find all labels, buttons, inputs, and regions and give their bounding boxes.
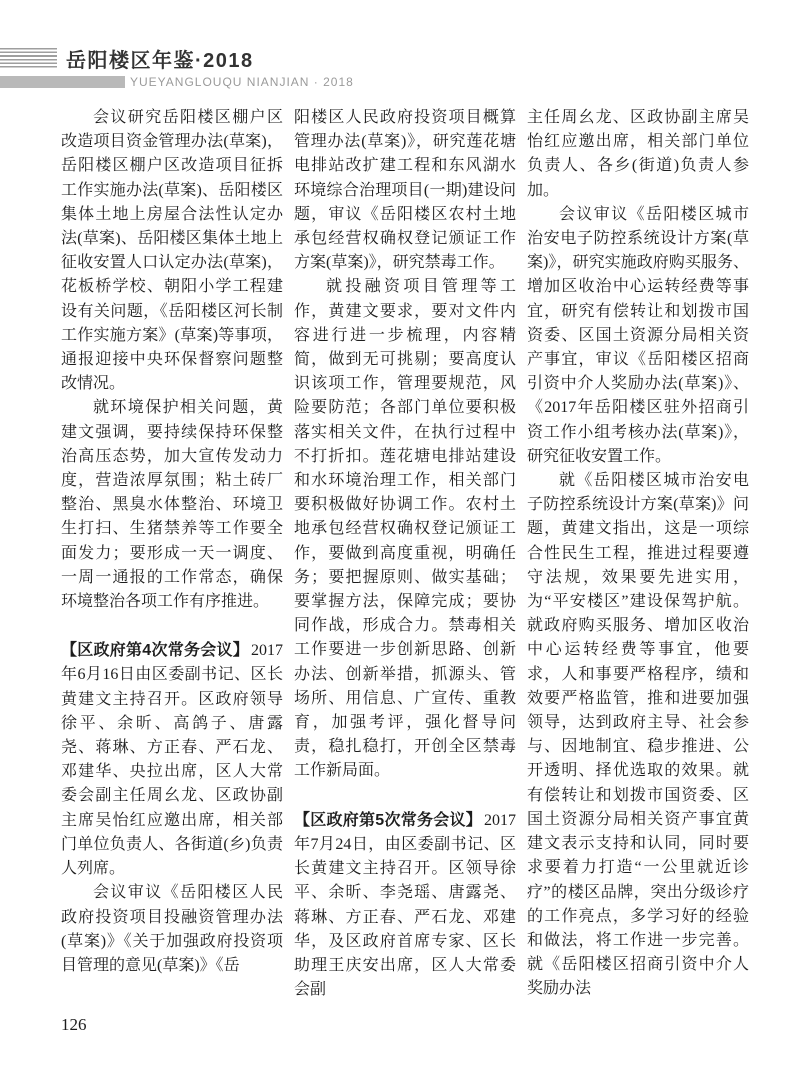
entry-4th-executive-meeting xyxy=(61,639,283,881)
paragraph-agenda-review: 会议审议《岳阳楼区城市治安电子防控系统设计方案(草案)》，研究实施政府购买服务、增加区收治中心运转经费等事宜，研究有偿转让和划拨市国资委、区国土资源分局相关资产事宜，审议《岳阳楼区招商引资中介人奖励办法(草案)》、《2017年岳阳楼区驻外招商引资工作小组考核办法(草案)》，研究征收安置工作。 xyxy=(527,205,749,465)
paragraph-attendees-continued: 主任周幺龙、区政协副主席吴怡红应邀出席，相关部门单位负责人、各乡(街道)负责人参加。 xyxy=(527,109,749,199)
page-footer xyxy=(61,1015,87,1035)
page-subtitle: YUEYANGLOUQU NIANJIAN · 2018 xyxy=(130,75,354,89)
header-title-row xyxy=(0,44,793,72)
paragraph-meeting-review-start: 会议审议《岳阳楼区人民政府投资项目投融资管理办法(草案)》《关于加强政府投资项目管理的意见(草案)》《岳 xyxy=(61,884,283,974)
page-header xyxy=(0,0,793,89)
entry-4th-text: 2017年6月16日由区委副书记、区长黄建文主持召开。区政府领导徐平、余昕、高鸽子、唐露尧、蒋琳、方正春、严石龙、邓建华、央拉出席，区人大常委会副主任周幺龙、区政协副主席吴怡红应邀出席，相关部门单位负责人、各街道(乡)负责人列席。 xyxy=(61,642,283,878)
entry-5th-text: 2017年7月24日，由区委副书记、区长黄建文主持召开。区领导徐平、余昕、李尧瑶、唐露尧、蒋琳、方正春、严石龙、邓建华，及区政府首席专家、区长助理王庆安出席，区人大常委会副 xyxy=(294,811,516,999)
paragraph-meeting-research: 会议研究岳阳楼区棚户区改造项目资金管理办法(草案)，岳阳楼区棚户区改造项目征拆工作实施办法(草案)、岳阳楼区集体土地上房屋合法性认定办法(草案)、岳阳楼区集体土地上征收安置人口认定办法(草案)，花板桥学校、朝阳小学工程建设有关问题，《岳阳楼区河长制工作实施方案》(草案)等事项，通报迎接中央环保督察问题整改情况。 xyxy=(61,109,283,393)
page-title: 岳阳楼区年鉴·2018 xyxy=(66,49,254,72)
header-subtitle-row xyxy=(0,75,793,89)
paragraph-investment-remarks: 就投融资项目管理等工作，黄建文要求，要对文件内容进行进一步梳理，内容精简，做到无可挑剔；要高度认识该项工作，管理要规范，风险要防范；各部门单位要积极落实相关文件，在执行过程中不打折扣。莲花塘电排站建设和水环境治理工作，相关部门要积极做好协调工作。农村土地承包经营权确权登记颁证工作，要做到高度重视，明确任务；要把握原则、做实基础；要掌握方法，保障完成；要协同作战，形成合力。禁毒相关工作要进一步创新思路、创新办法、创新举措，抓源头、管场所、用信息、广宣传、重教育，加强考评，强化督导问责，稳扎稳打，开创全区禁毒工作新局面。 xyxy=(294,278,516,780)
paragraph-environment-remarks: 就环境保护相关问题，黄建文强调，要持续保持环保整治高压态势，加大宣传发动力度，营造浓厚氛围；粘土砖厂整治、黑臭水体整治、环境卫生打扫、生猪禁养等工作要全面发力；要形成一天一调度、一周一通报的工作常态，确保环境整治各项工作有序推进。 xyxy=(61,399,283,611)
article-body xyxy=(61,106,749,1002)
paragraph-meeting-review-continued: 阳楼区人民政府投资项目概算管理办法(草案)》，研究莲花塘电排站改扩建工程和东风湖水环境综合治理项目(一期)建设问题，审议《岳阳楼区农村土地承包经营权确权登记颁证工作方案(草案)》，研究禁毒工作。 xyxy=(294,109,516,272)
header-stripes-ornament xyxy=(0,48,57,69)
text-column-1 xyxy=(61,106,283,1002)
entry-5th-heading: 【区政府第5次常务会议】 xyxy=(294,811,482,829)
paragraph-security-system-remarks: 就《岳阳楼区城市治安电子防控系统设计方案(草案)》问题，黄建文指出，这是一项综合性民生工程，推进过程要遵守法规，效果要先进实用，为“平安楼区”建设保驾护航。就政府购买服务、增加区收治中心运转经费等事宜，他要求，人和事要严格程序，绩和效要严格监管，推和进要加强领导，达到政府主导、社会参与、因地制宜、稳步推进、公开透明、择优选取的效果。就有偿转让和划拨市国资委、区国土资源分局相关资产事宜黄建文表示支持和认同，同时要求要着力打造“一公里就近诊疗”的楼区品牌，突出分级诊疗的工作亮点，多学习好的经验和做法，将工作进一步完善。就《岳阳楼区招商引资中介人奖励办法 xyxy=(527,472,749,998)
header-bar-ornament xyxy=(0,76,125,88)
entry-5th-executive-meeting xyxy=(294,809,516,1003)
text-column-2 xyxy=(294,106,516,1002)
page-number: 126 xyxy=(61,1015,87,1034)
entry-4th-heading: 【区政府第4次常务会议】 xyxy=(61,642,249,660)
text-column-3 xyxy=(527,106,749,1002)
